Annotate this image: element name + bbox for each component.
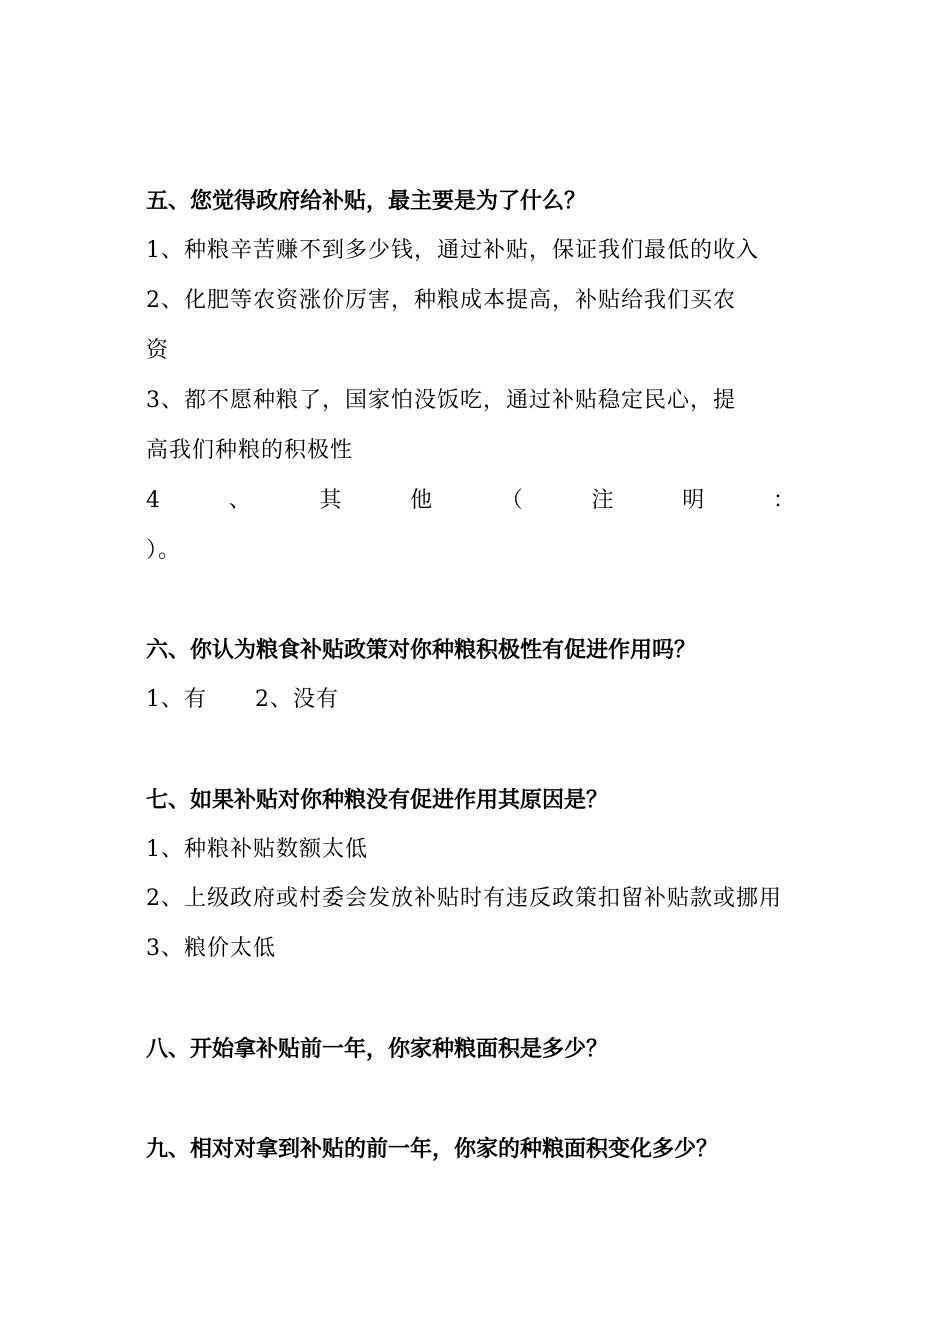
question-5-option-4-end: ）。 (146, 538, 182, 563)
question-6-heading: 六、你认为粮食补贴政策对你种粮积极性有促进作用吗？ (146, 637, 697, 663)
option-4-part: 4 (146, 488, 161, 513)
option-4-part: （ (500, 488, 524, 513)
question-6-options (146, 685, 806, 715)
option-4-part: 明 (682, 488, 706, 513)
question-9-heading: 九、相对对拿到补贴的前一年，你家的种粮面积变化多少？ (146, 1136, 719, 1162)
question-7-option-1: 1、种粮补贴数额太低 (146, 837, 368, 862)
question-5-option-2-cont: 资 (146, 338, 170, 363)
question-5-option-3-cont: 高我们种粮的积极性 (146, 438, 354, 463)
option-4-part: ： (772, 488, 796, 513)
question-5-option-1: 1、种粮辛苦赚不到多少钱，通过补贴，保证我们最低的收入 (146, 238, 759, 263)
question-5-option-4 (146, 486, 796, 516)
question-7-option-3: 3、粮价太低 (146, 936, 276, 961)
option-4-part: 他 (410, 488, 434, 513)
question-6-option-yes: 1、有 (146, 687, 207, 712)
question-7-option-2: 2、上级政府或村委会发放补贴时有违反政策扣留补贴款或挪用 (146, 886, 782, 911)
question-8-heading: 八、开始拿补贴前一年，你家种粮面积是多少？ (146, 1036, 609, 1062)
question-5-option-2: 2、化肥等农资涨价厉害，种粮成本提高，补贴给我们买农 (146, 288, 736, 313)
option-4-part: 其 (319, 488, 343, 513)
question-5-option-3: 3、都不愿种粮了，国家怕没饭吃，通过补贴稳定民心，提 (146, 388, 736, 413)
question-7-heading: 七、如果补贴对你种粮没有促进作用其原因是？ (146, 787, 609, 813)
option-4-part: 注 (591, 488, 615, 513)
option-4-part: 、 (228, 488, 252, 513)
question-6-option-no: 2、没有 (255, 687, 339, 712)
question-5-heading: 五、您觉得政府给补贴，最主要是为了什么？ (146, 188, 587, 214)
